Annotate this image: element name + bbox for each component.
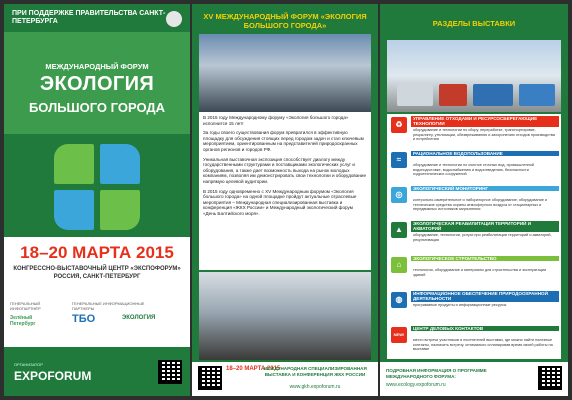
section-heading: ЭКОЛОГИЧЕСКОЕ СТРОИТЕЛЬСТВО xyxy=(411,256,559,261)
support-text: ПРИ ПОДДЕРЖКЕ ПРАВИТЕЛЬСТВА САНКТ-ПЕТЕРБУРГА xyxy=(12,10,166,25)
section-item xyxy=(387,114,561,142)
section-heading: ЦЕНТР ДЕЛОВЫХ КОНТАКТОВ xyxy=(411,326,559,331)
organizer-label: ОРГАНИЗАТОР xyxy=(14,362,43,367)
section-item xyxy=(387,289,561,317)
event-dates: 18–20 МАРТА 2015 xyxy=(20,243,174,262)
section-description: место встречи участников и посетителей выставки, где можно найти полезные контакты, назначить встречу, оптимально спланировав время своей работы на выставке xyxy=(413,338,553,352)
partners xyxy=(10,301,184,345)
expoforum-logo: EXPOFORUM xyxy=(14,369,92,383)
section-heading: УПРАВЛЕНИЕ ОТХОДАМИ И РЕСУРСОСБЕРЕГАЮЩИЕ ТЕХНОЛОГИИ xyxy=(411,116,559,127)
gkh-dates: 18–20 МАРТА 2015 xyxy=(226,366,281,372)
section-description: оборудование и технологии по очистке сточных вод, промышленной водоподготовке, водоснабжению и водоотведению, безопасности гидротехнических сооружений xyxy=(413,163,534,177)
recycle-icon: ♻ xyxy=(391,117,407,133)
dates-box xyxy=(4,237,190,347)
section-item xyxy=(387,184,561,212)
section-item xyxy=(387,219,561,247)
section-description: оборудование, технологии, услуги при реабилитации территорий и акваторий, рекультивация xyxy=(413,233,552,242)
gkh-footer xyxy=(192,362,378,396)
about-text xyxy=(199,112,371,270)
title-big-city: БОЛЬШОГО ГОРОДА xyxy=(28,100,166,115)
sections-panel xyxy=(380,4,568,396)
truck-icon xyxy=(519,84,555,106)
gkh-url[interactable]: www.gkh.expoforum.ru xyxy=(289,384,341,390)
sections-list xyxy=(387,114,561,359)
truck-icon xyxy=(473,84,513,106)
land-icon: ▲ xyxy=(391,222,407,238)
venue-line-1: КОНГРЕССНО-ВЫСТАВОЧНЫЙ ЦЕНТР «ЭКСПОФОРУМ» xyxy=(13,266,181,272)
section-description: контрольно-измерительное и лабораторное оборудование; оборудование и технические средства охраны атмосферного воздуха от стационарных и передвижных источников загрязнения xyxy=(413,198,547,212)
cover-panel xyxy=(4,4,190,396)
gkh-description: МЕЖДУНАРОДНАЯ СПЕЦИАЛИЗИРОВАННАЯ ВЫСТАВКА И КОНФЕРЕНЦИЯ ЖКХ РОССИИ xyxy=(263,366,367,377)
section-item xyxy=(387,149,561,177)
exhibition-photo-2 xyxy=(199,272,371,360)
section-heading: РАЦИОНАЛЬНОЕ ВОДОПОЛЬЗОВАНИЕ xyxy=(411,151,559,156)
partner-logo-1: Зелёный Петербург xyxy=(10,315,36,327)
title-ecology: ЭКОЛОГИЯ xyxy=(39,73,155,95)
section-heading: ЭКОЛОГИЧЕСКАЯ РЕАБИЛИТАЦИЯ ТЕРРИТОРИЙ И АКВАТОРИЙ xyxy=(411,221,559,232)
venue xyxy=(4,265,190,281)
forum-label: МЕЖДУНАРОДНЫЙ ФОРУМ xyxy=(45,62,149,71)
truck-icon xyxy=(439,84,467,106)
section-item xyxy=(387,254,561,282)
spb-emblem-icon xyxy=(166,11,182,27)
partner1-label: ГЕНЕРАЛЬНЫЙ ИНФОПАРТНЁР xyxy=(10,301,41,311)
about-title: XV МЕЖДУНАРОДНЫЙ ФОРУМ «ЭКОЛОГИЯ БОЛЬШОГО ГОРОДА» xyxy=(203,12,367,30)
truck-icon xyxy=(397,84,433,106)
partner2-label: ГЕНЕРАЛЬНЫЕ ИНФОРМАЦИОННЫЕ ПАРТНЕРЫ xyxy=(72,301,145,311)
qr-code-icon xyxy=(158,360,182,384)
exhibition-photo-1 xyxy=(199,34,371,112)
qr-code-icon xyxy=(538,366,562,390)
venue-line-2: РОССИЯ, САНКТ-ПЕТЕРБУРГ xyxy=(53,274,141,280)
house-icon: ⌂ xyxy=(391,257,407,273)
vehicles-photo xyxy=(387,40,561,112)
forum-logo-icon xyxy=(54,144,140,230)
sections-title: РАЗДЕЛЫ ВЫСТАВКИ xyxy=(432,19,516,28)
about-paragraph: В 2015 году Международному форуму «Экология большого города» исполнится 15 лет! xyxy=(203,115,349,126)
new-badge-icon: NEW! xyxy=(391,327,407,343)
section-heading: ИНФОРМАЦИОННОЕ ОБЕСПЕЧЕНИЕ ПРИРОДООХРАННОЙ ДЕЯТЕЛЬНОСТИ xyxy=(411,291,559,302)
section-description: оборудование и технологии по сбору, переработке, транспортировке, рециклингу, утилизации, обезвреживанию и захоронению отходов производства и потребления xyxy=(413,128,555,142)
about-paragraph: Уникальная выставочная экспозиция способствует диалогу между государственными структурами и поставщиками экологических услуг и оборудования, а также дает возможность выхода на рынок молодых компаниям, позволяя им демонстрировать свои технологии и оборудование напрямую целевой аудитории. xyxy=(203,156,367,184)
section-description: программные продукты и информационные ресурсы xyxy=(413,303,507,307)
water-icon: ≈ xyxy=(391,152,407,168)
section-heading: ЭКОЛОГИЧЕСКИЙ МОНИТОРИНГ xyxy=(411,186,559,191)
about-panel xyxy=(192,4,378,396)
globe-icon: ◍ xyxy=(391,292,407,308)
section-item xyxy=(387,324,561,352)
partner-logo-3: ЭКОЛОГИЯ xyxy=(122,315,156,321)
section-description: технологии, оборудование и материалы для строительства и эксплуатации зданий xyxy=(413,268,547,277)
ecology-url[interactable]: www.ecology.expoforum.ru xyxy=(386,382,446,388)
ecology-footer xyxy=(380,362,568,396)
organizer-footer xyxy=(4,350,190,396)
about-paragraph: За годы своего существования форум превратился в эффективную площадку для обсуждения стоящих перед городом задач и стал ключевым мероприятием, ориентированным на представителей природоохранных органов регионов и городов РФ. xyxy=(203,130,364,152)
qr-code-icon xyxy=(198,366,222,390)
ecology-info-text: ПОДРОБНАЯ ИНФОРМАЦИЯ О ПРОГРАММЕ МЕЖДУНАРОДНОГО ФОРУМА: xyxy=(386,368,487,379)
about-paragraph: В 2015 году одновременно с XV Международным форумом «Экология большого города» на одной площадке пройдут актуальные отраслевые мероприятия – Международная специализированная выставка и конференция «ЖКХ России» и Международный экологический форум «День Балтийского моря». xyxy=(203,188,357,216)
monitor-icon: ◎ xyxy=(391,187,407,203)
partner-logo-2: ТБО xyxy=(72,313,96,325)
